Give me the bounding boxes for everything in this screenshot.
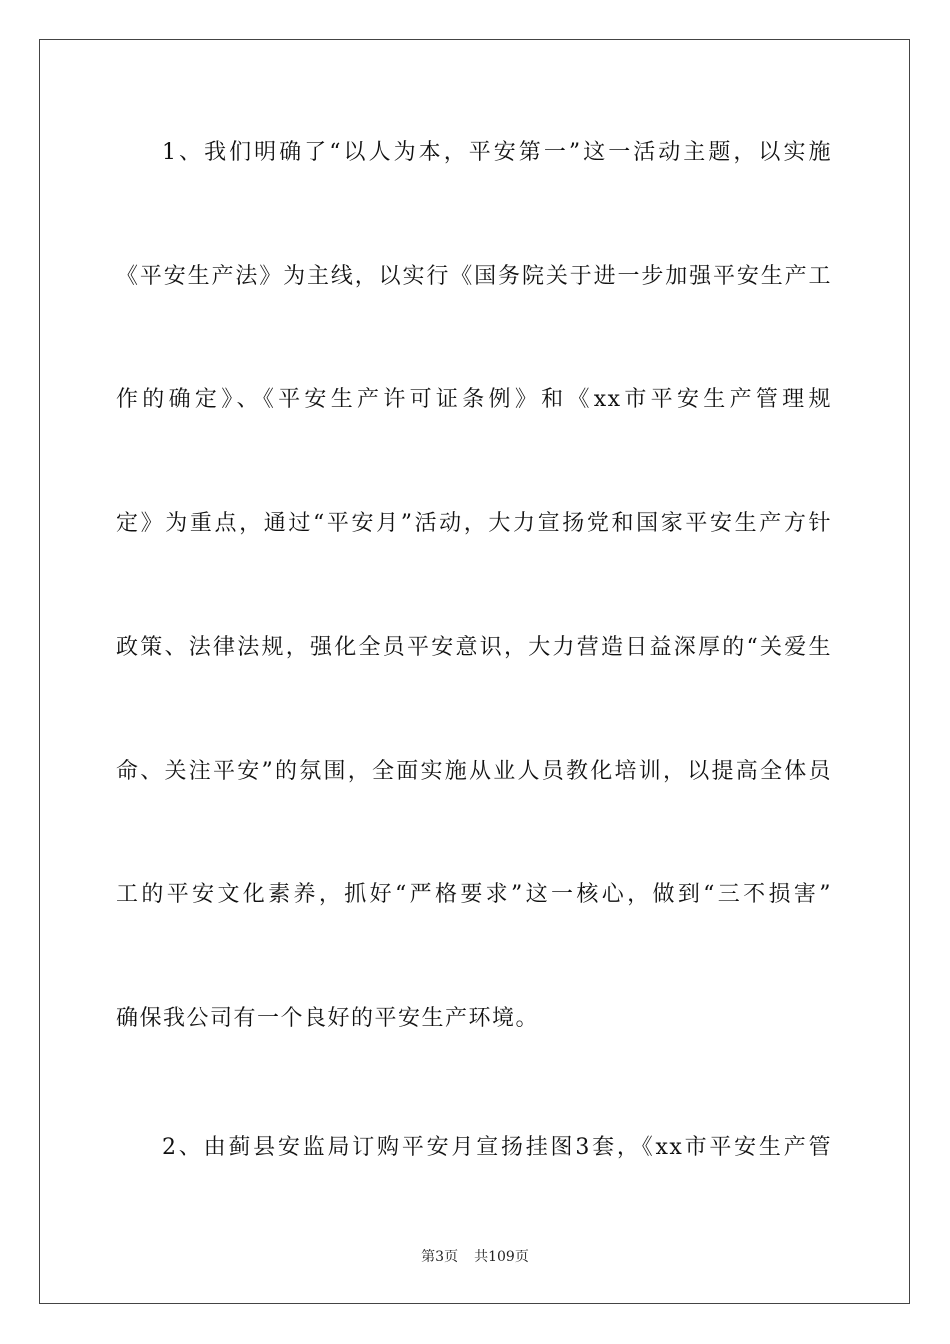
paragraph-1-line-5: 政策、法律法规，强化全员平安意识，大力营造日益深厚的“关爱生 (116, 635, 832, 660)
paragraph-1-line-1: 1、我们明确了“以人为本，平安第一”这一活动主题，以实施 (162, 140, 832, 165)
page-border (39, 39, 910, 1304)
paragraph-1-line-8: 确保我公司有一个良好的平安生产环境。 (116, 1006, 540, 1031)
paragraph-1-line-2: 《平安生产法》为主线，以实行《国务院关于进一步加强平安生产工 (116, 264, 832, 289)
paragraph-1-line-6: 命、关注平安”的氛围，全面实施从业人员教化培训，以提高全体员 (116, 759, 832, 784)
paragraph-2-line-1: 2、由蓟县安监局订购平安月宣扬挂图3套，《xx市平安生产管 (162, 1135, 832, 1160)
page-total: 共109页 (474, 1249, 529, 1265)
paragraph-1-line-3: 作的确定》、《平安生产许可证条例》和《xx市平安生产管理规 (116, 387, 832, 412)
paragraph-1-line-4: 定》为重点，通过“平安月”活动，大力宣扬党和国家平安生产方针 (116, 511, 832, 536)
page-number: 第3页 (421, 1249, 459, 1265)
page-footer (0, 1247, 950, 1267)
paragraph-1-line-7: 工的平安文化素养，抓好“严格要求”这一核心，做到“三不损害” (116, 882, 832, 907)
